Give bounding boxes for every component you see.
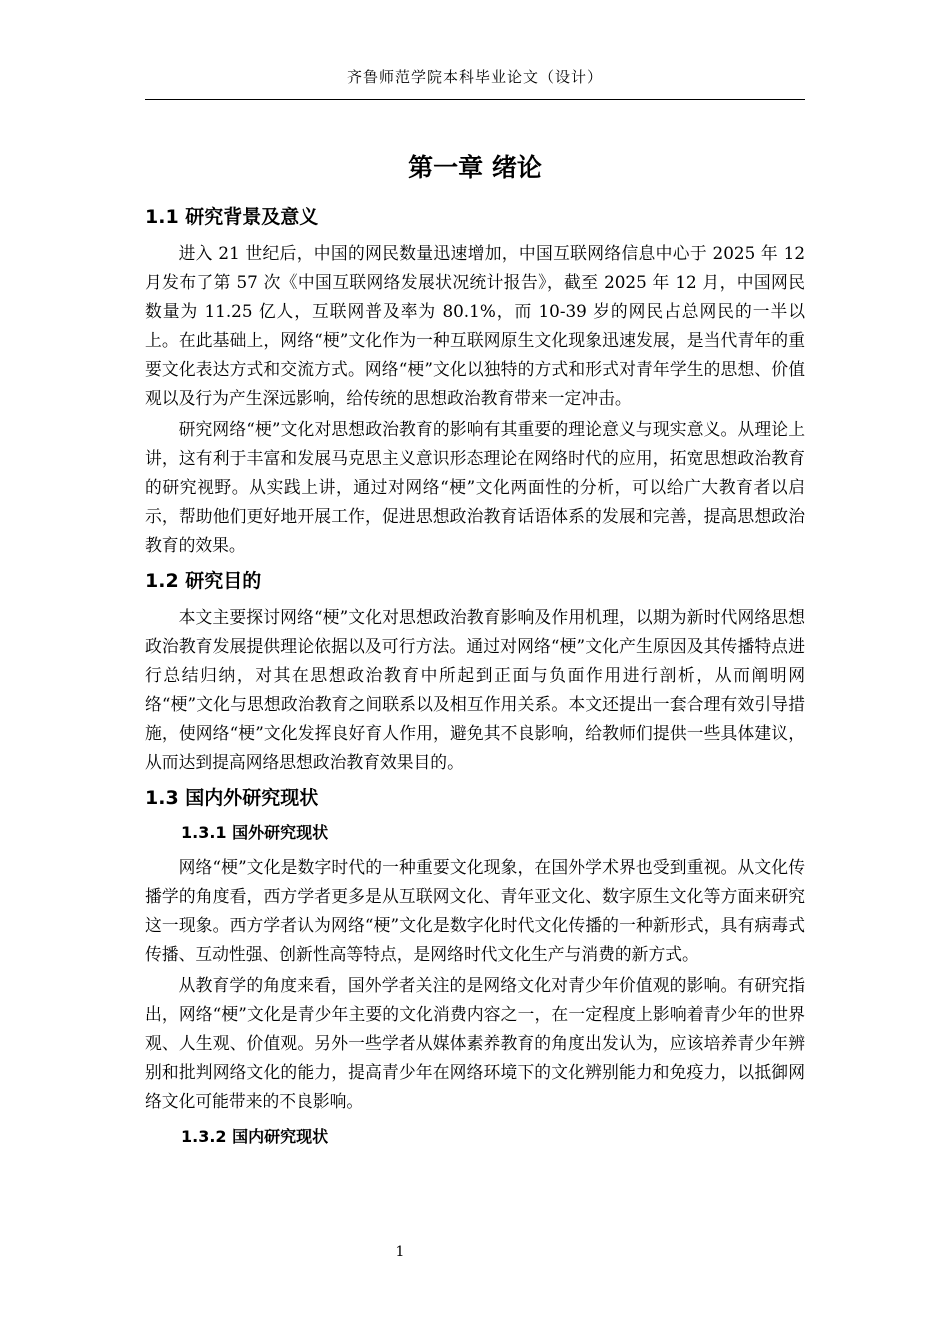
paragraph: 本文主要探讨网络“梗”文化对思想政治教育影响及作用机理，以期为新时代网络思想政治教育发展提供理论依据以及可行方法。通过对网络“梗”文化产生原因及其传播特点进行总结归纳，对其在思想政治教育中所起到正面与负面作用进行剖析，从而阐明网络“梗”文化与思想政治教育之间联系以及相互作用关系。本文还提出一套合理有效引导措施，使网络“梗”文化发挥良好育人作用，避免其不良影响，给教师们提供一些具体建议，从而达到提高网络思想政治教育效果目的。 [145, 607, 805, 772]
paragraph: 从教育学的角度来看，国外学者关注的是网络文化对青少年价值观的影响。有研究指出，网络“梗”文化是青少年主要的文化消费内容之一，在一定程度上影响着青少年的世界观、人生观、价值观。另外一些学者从媒体素养教育的角度出发认为，应该培养青少年辨别和批判网络文化的能力，提高青少年在网络环境下的文化辨别能力和免疫力，以抵御网络文化可能带来的不良影响。 [145, 975, 805, 1111]
section-heading-1-3: 1.3 国内外研究现状 [145, 787, 319, 809]
section-heading-1-1: 1.1 研究背景及意义 [145, 206, 319, 228]
running-header: 齐鲁师范学院本科毕业论文（设计） [145, 66, 805, 100]
chapter-title: 第一章 绪论 [408, 153, 542, 182]
paragraph: 研究网络“梗”文化对思想政治教育的影响有其重要的理论意义与现实意义。从理论上讲，这有利于丰富和发展马克思主义意识形态理论在网络时代的应用，拓宽思想政治教育的研究视野。从实践上讲，通过对网络“梗”文化两面性的分析，可以给广大教育者以启示，帮助他们更好地开展工作，促进思想政治教育话语体系的发展和完善，提高思想政治教育的效果。 [145, 419, 805, 555]
subsection-heading-1-3-1: 1.3.1 国外研究现状 [181, 823, 329, 842]
paragraph: 进入 21 世纪后，中国的网民数量迅速增加，中国互联网络信息中心于 2025 年 12 月发布了第 57 次《中国互联网络发展状况统计报告》，截至 2025 年 12 月，中国网民数量为 11.25 亿人，互联网普及率为 80.1%，而 10-39 岁的网民占总网民的一半以上。在此基础上，网络“梗”文化作为一种互联网原生文化现象迅速发展，是当代青年的重要文化表达方式和交流方式。网络“梗”文化以独特的方式和形式对青年学生的思想、价值观以及行为产生深远影响，给传统的思想政治教育带来一定冲击。 [145, 243, 805, 408]
section-heading-1-2: 1.2 研究目的 [145, 570, 262, 592]
paragraph: 网络“梗”文化是数字时代的一种重要文化现象，在国外学术界也受到重视。从文化传播学的角度看，西方学者更多是从互联网文化、青年亚文化、数字原生文化等方面来研究这一现象。西方学者认为网络“梗”文化是数字化时代文化传播的一种新形式，具有病毒式传播、互动性强、创新性高等特点，是网络时代文化生产与消费的新方式。 [145, 857, 805, 964]
page-number: 1 [395, 1244, 405, 1260]
subsection-heading-1-3-2: 1.3.2 国内研究现状 [181, 1127, 329, 1146]
page-body [145, 148, 805, 1157]
